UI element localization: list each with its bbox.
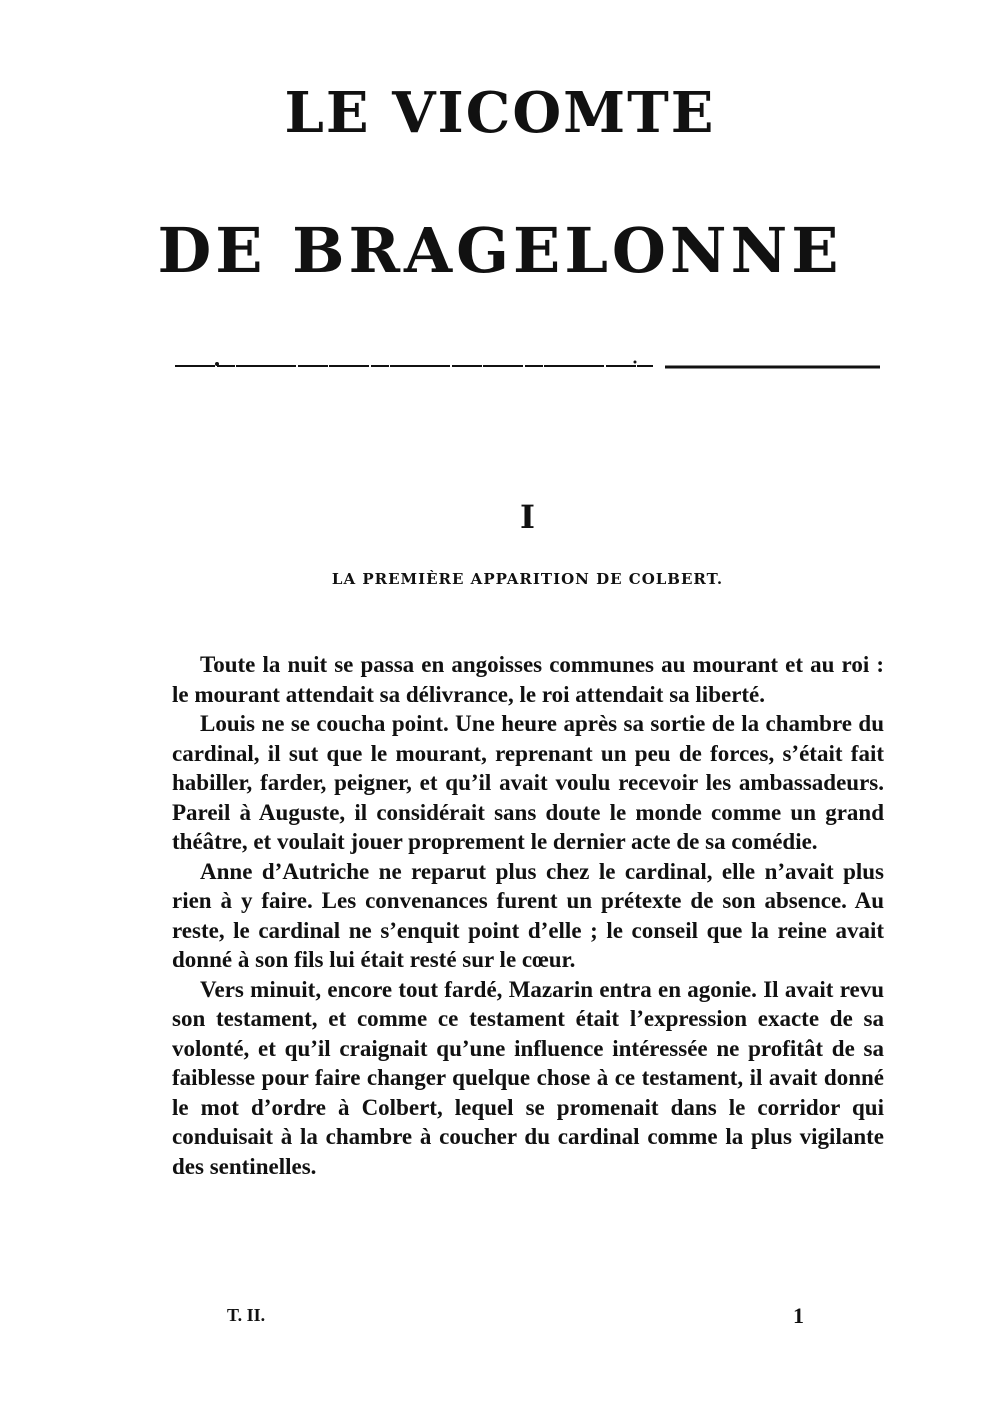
book-title-line-1: LE VICOMTE <box>284 80 716 146</box>
paragraph: Toute la nuit se passa en angoisses communes au mourant et au roi : le mourant attendait sa délivrance, le roi attendait sa liberté. <box>172 652 884 707</box>
paragraph: Louis ne se coucha point. Une heure après sa sortie de la chambre du cardinal, il sut que le mourant, reprenant un peu de forces, s’était fait habiller, farder, peigner, et qu’il avait voulu recevoir les ambassadeurs. Pareil à Auguste, il considérait sans doute le monde comme un grand théâtre, et voulait jouer proprement le dernier acte de sa comédie. <box>172 711 884 854</box>
chapter-title: LA PREMIÈRE APPARITION DE COLBERT. <box>331 570 724 588</box>
paragraph: Vers minuit, encore tout fardé, Mazarin entra en agonie. Il avait revu son testament, et comme ce testament était l’expression exacte de sa volonté, et qu’il craignait qu’une influence intéressée ne profitât de sa faiblesse pour faire changer quelque chose à ce testament, il avait donné le mot d’ordre à Colbert, lequel se promenait dans le corridor qui conduisait à la chambre à coucher du cardinal comme la plus vigilante des sentinelles. <box>172 976 884 1179</box>
page-footer <box>172 1303 884 1333</box>
decorative-rule <box>175 358 880 372</box>
chapter-body <box>172 650 884 1181</box>
book-title-line-2: DE BRAGELONNE <box>157 214 843 287</box>
page-number: 1 <box>793 1303 804 1328</box>
volume-label: T. II. <box>227 1305 266 1325</box>
paragraph: Anne d’Autriche ne reparut plus chez le cardinal, elle n’avait plus rien à y faire. Les convenances furent un prétexte de son absence. Au reste, le cardinal ne s’enquit point d’elle ; le conseil que la reine avait donné à son fils lui était resté sur le cœur. <box>172 858 884 972</box>
chapter-number: I <box>520 498 535 536</box>
